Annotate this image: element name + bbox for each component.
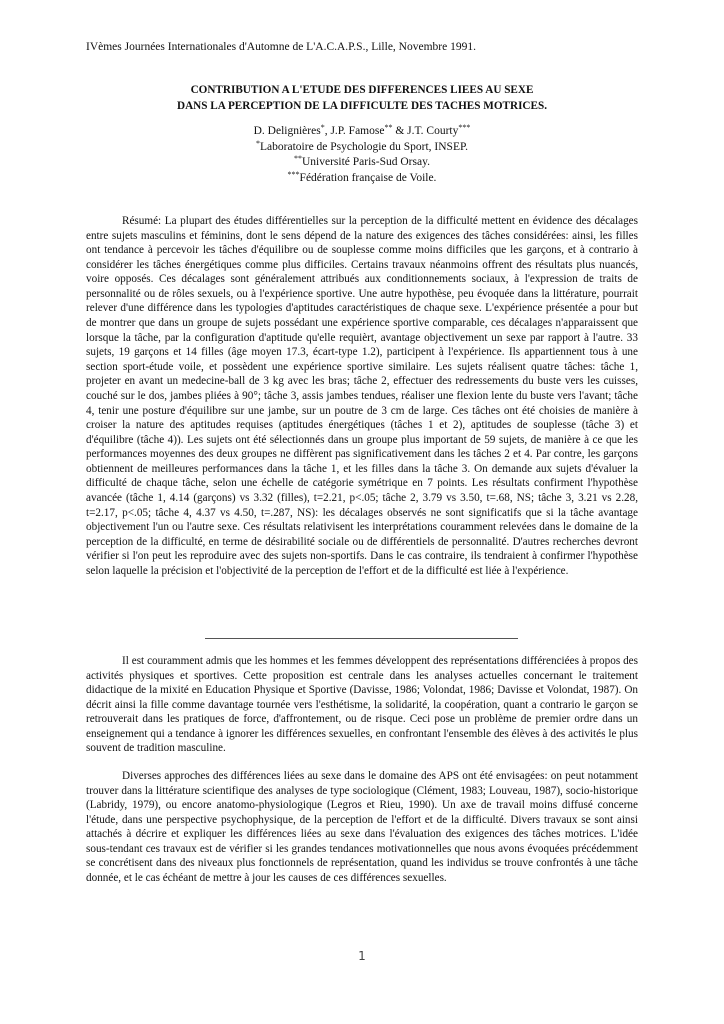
author-mark-1: * bbox=[320, 123, 325, 132]
author-delignieres: D. Delignières bbox=[253, 125, 321, 137]
affiliation-mark: * bbox=[256, 138, 261, 148]
paper-title-line-2: DANS LA PERCEPTION DE LA DIFFICULTE DES TACHES MOTRICES. bbox=[177, 100, 547, 112]
body-paragraph-2: Diverses approches des différences liées au sexe dans le domaine des APS ont été envisagées: on peut notamment trouver dans la littérature scientifique des analyses de type sociologique (Clément, 1983; Louveau, 1987), socio-historique (Labridy, 1979), ou encore anatomo-physiologique (Legros et Rieu, 1990). Un axe de travail moins diffusé concerne l'étude, dans une perspective psychophysique, de la perception de l'effort et de la difficulté. Divers travaux se sont ainsi attachés à décrire et expliquer les différences liées au sexe dans l'évaluation des exigences des tâches motrices. L'idée sous-tendant ces travaux est de vérifier si les grandes tendances motivationnelles que nous avons évoquées précédemment se concrétisent dans des niveaux plus fonctionnels de représentation, quand les individus se trouve confrontés à une tâche donnée, et le cas échéant de mettre à jour les causes de ces différences sexuelles. bbox=[86, 770, 638, 885]
page-number: 1 bbox=[358, 949, 366, 963]
paper-title-line-1: CONTRIBUTION A L'ETUDE DES DIFFERENCES LIEES AU SEXE bbox=[190, 84, 534, 96]
affiliation-text: Laboratoire de Psychologie du Sport, INSEP. bbox=[260, 140, 468, 153]
author-separator: & bbox=[392, 125, 408, 137]
running-header: IVèmes Journées Internationales d'Automne de L'A.C.A.P.S., Lille, Novembre 1991. bbox=[86, 41, 476, 53]
affiliation-orsay bbox=[86, 155, 638, 171]
author-famose: J.P. Famose bbox=[330, 125, 385, 137]
affiliation-mark: *** bbox=[287, 169, 300, 179]
author-separator: , bbox=[324, 125, 331, 137]
author-mark-3: *** bbox=[458, 123, 471, 132]
author-line bbox=[86, 124, 638, 140]
affiliation-text: Université Paris-Sud Orsay. bbox=[302, 156, 430, 168]
affiliation-mark: ** bbox=[294, 154, 302, 163]
affiliation-text: Fédération française de Voile. bbox=[299, 171, 437, 184]
affiliation-voile bbox=[86, 171, 638, 187]
abstract-paragraph: Résumé: La plupart des études différentielles sur la perception de la difficulté mettent en évidence des décalages entre sujets masculins et féminins, dont le sens dépend de la nature des exigences des tâches considérées: ainsi, les filles ont tendance à percevoir les tâches d'équilibre ou de souplesse comme moins difficiles que les garçons, et à contrario à considérer les tâches énergétiques comme plus difficiles. Certains travaux néanmoins offrent des résultats plus nuancés, voire opposés. Ces décalages sont généralement attribués aux conditionnements sociaux, à l'expression de traits de personnalité ou de rôles sexuels, ou à l'expérience sportive. Une autre hypothèse, peu évoquée dans la littérature, pourrait relever d'une différence dans les typologies d'aptitudes caractéristiques de chaque sexe. L'expérience présentée a pour but de montrer que dans un groupe de sujets possédant une expérience sportive comparable, ces décalages n'apparaissent que lorsque la tâche, par la configuration d'aptitude qu'elle requièrt, avantage objectivement un sexe par rapport à l'autre. 33 sujets, 19 garçons et 14 filles (âge moyen 17.3, écart-type 1.2), participent à l'expérience. Ils appartiennent tous à une section sport-étude voile, et possèdent une expérience sportive similaire. Les sujets réalisent quatre tâches: tâche 1, projeter en avant un medecine-ball de 3 kg avec les bras; tâche 2, effectuer des redressements du buste vers les cuisses, couché sur le dos, jambes pliées à 90°; tâche 3, assis jambes tendues, réaliser une flexion lente du buste vers l'avant; tâche 4, tenir une posture d'équilibre sur une jambe, sur un poutre de 3 cm de large. Ces tâches ont été choisies de manière à croiser la nature des aptitudes requises (aptitudes énergétiques (tâches 1 et 2), aptitudes de souplesse (tâche 3) et d'équilibre (tâche 4)). Les sujets ont été sélectionnés dans un groupe plus important de 59 sujets, de manière à ce que les performances moyennes des deux groupes ne diffèrent pas significativement dans les tâches 2 et 4. Par contre, les garçons obtiennent de meilleures performances dans la tâche 1, et les filles dans la tâche 3. On demande aux sujets d'évaluer la difficulté de chaque tâche, selon une échelle de catégorie symétrique en 7 points. Les résultats confirment l'hypothèse avancée (tâche 1, 4.14 (garçons) vs 3.32 (filles), t=2.21, p<.05; tâche 2, 3.79 vs 3.50, t=.68, NS; tâche 3, 3.21 vs 2.28, t=2.17, p<.05; tâche 4, 4.37 vs 4.50, t=.287, NS): les décalages observés ne sont significatifs que si la tâche avantage objectivement l'un ou l'autre sexe. Ces résultats relativisent les interprétations couramment relevées dans le domaine de la perception de la difficulté, en terme de désirabilité sociale ou de différentiels de personnalité. D'autres recherches devront vérifier si l'on peut les reproduire avec des sujets non-sportifs. Dans le cas contraire, ils tendraient à confirmer l'hypothèse selon laquelle la précision et l'objectivité de la perception de l'effort et de la difficulté est liée à l'expérience. bbox=[86, 215, 638, 577]
authors-block bbox=[86, 124, 638, 186]
author-mark-2: ** bbox=[384, 123, 393, 132]
section-separator bbox=[205, 638, 518, 639]
affiliation-insep bbox=[86, 140, 638, 156]
author-courty: J.T. Courty bbox=[407, 125, 459, 137]
body-paragraph-1: Il est couramment admis que les hommes et les femmes développent des représentations différenciées à propos des activités physiques et sportives. Cette proposition est centrale dans les analyses actuelles concernant le traitement didactique de la mixité en Education Physique et Sportive (Davisse, 1986; Volondat, 1986; Davisse et Volondat, 1987). On décrit ainsi la fille comme davantage tournée vers l'esthétisme, la solidarité, la coopération, quant a contrario le garçon se retrouverait dans les pratiques de force, d'affrontement, ou de risque. Ceci pose un problème de premier ordre dans un enseignement qui a tendance à ignorer les différences sexuelles, en confrontant l'ensemble des élèves à des activités le plus souvent de tradition masculine. bbox=[86, 655, 638, 755]
